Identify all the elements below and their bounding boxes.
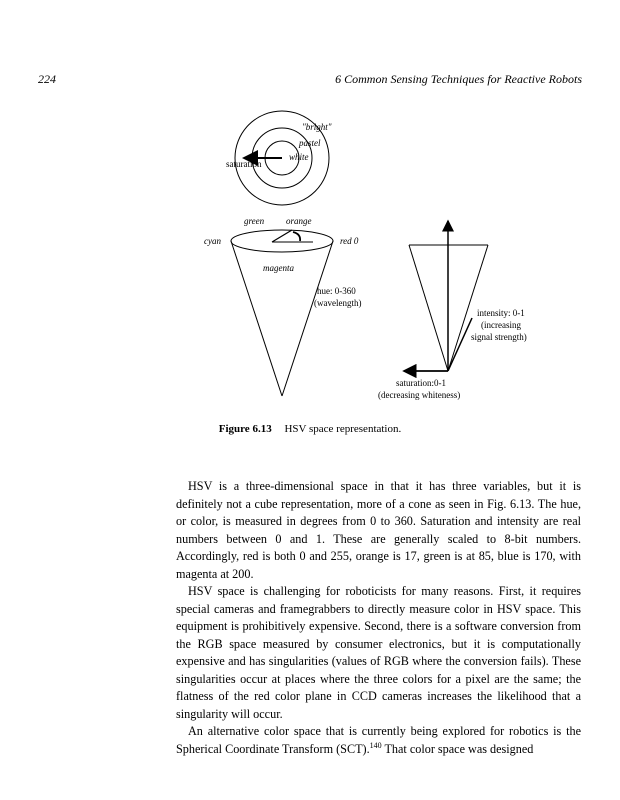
hue-angle-line [272, 230, 292, 242]
label-hue-range: hue: 0-360 [317, 286, 356, 296]
page-number: 224 [38, 72, 56, 86]
paragraph-2: HSV space is challenging for roboticists for many reasons. First, it requires special cameras and framegrabbers to directly measure color in HSV space. This equipment is prohibitively expensive. Second, there is a software conversion from the RGB space measured by consumer electronics, but it is computationally expensive and has singularities (values of RGB where the conversion fails). These singularities occur at places where the three colors for a pixel are the same; the flatness of the red color plane in CCD cameras increases the likelihood that a singularity will occur. [176, 584, 581, 721]
label-saturation-range: saturation:0-1 [396, 378, 446, 388]
label-intensity: intensity: 0-1 [477, 308, 525, 318]
label-white: white [289, 152, 309, 162]
citation-ref: 140 [369, 740, 382, 750]
label-pastel: pastel [299, 138, 321, 148]
caption-label: Figure 6.13 [218, 423, 272, 435]
label-red: red 0 [340, 236, 359, 246]
label-magenta: magenta [263, 263, 294, 273]
paragraph-3-text: An alternative color space that is currently being explored for robotics is the Spherical Coordinate Transform (SCT). [176, 724, 581, 756]
running-head: 6 Common Sensing Techniques for Reactive Robots [335, 72, 582, 86]
figure-caption [0, 423, 620, 435]
paragraph-1: HSV is a three-dimensional space in that it has three variables, but it is definitely not a cube representation, more of a cone as seen in Fig. 6.13. The hue, or color, is measured in degrees from 0 to 360. Saturation and intensity are real numbers between 0 and 1. These are generally scaled to 8-bit numbers. Accordingly, red is both 0 and 255, orange is 17, green is at 85, blue is 170, with magenta at 200. [176, 479, 581, 581]
caption-text: HSV space representation. [284, 423, 402, 435]
label-bright: "bright" [302, 122, 332, 132]
label-cyan: cyan [204, 236, 221, 246]
hue-cone-top [231, 230, 333, 252]
saturation-circles [226, 111, 332, 205]
label-decreasing-whiteness: (decreasing whiteness) [378, 390, 461, 400]
paragraph-3 [176, 723, 581, 758]
label-saturation: saturation [226, 159, 262, 169]
paragraph-3-continuation: That color space was designed [381, 741, 534, 756]
intensity-cone [378, 221, 527, 400]
intensity-cone-left-side [409, 245, 448, 371]
hue-cone [204, 216, 361, 396]
label-hue-wavelength: (wavelength) [314, 298, 362, 308]
label-orange: orange [286, 216, 312, 226]
label-signal-strength: signal strength) [471, 332, 527, 342]
saturation-vector [448, 318, 472, 371]
label-green: green [244, 216, 265, 226]
body-text [176, 478, 581, 758]
hue-angle-arc [293, 232, 300, 241]
label-increasing: (increasing [481, 320, 521, 330]
